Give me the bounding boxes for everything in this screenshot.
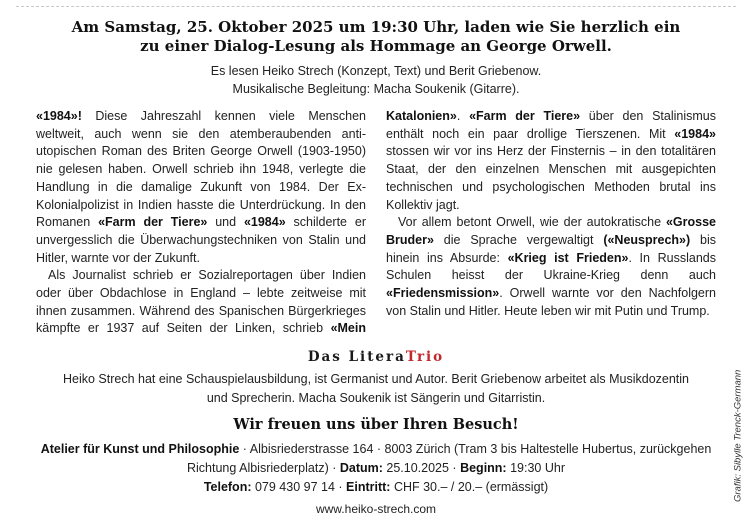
book-title: «1984» (243, 215, 286, 230)
paragraph-text: . Orwell warnte vor den Nachfolgern von Stalin und Hitler. Heute leben wir mit Putin und Trump. (386, 286, 716, 318)
graphic-credit: Grafik: Sibylle Trenck-Germann (732, 369, 744, 503)
key-term: «Grosse Bruder» (386, 215, 716, 247)
paragraph-text: Vor allem betont Orwell, wie der autokratische (398, 215, 666, 230)
trio-heading (0, 349, 752, 365)
body-column-left (36, 108, 716, 340)
book-title: «Mein Katalonien» (330, 109, 457, 336)
venue-name: Atelier für Kunst und Philosophie (40, 442, 240, 456)
paragraph-1984 (36, 108, 366, 267)
key-term: («Neusprech») (603, 232, 691, 247)
trio-description: Heiko Strech hat eine Schauspielausbildung, ist Germanist und Autor. Berit Griebenow arbeitet als Musikdozentin und Sprecherin. Macha Soukenik ist Sängerin und Gitarristin. (62, 372, 690, 405)
paragraph-text: Als Journalist schrieb er Sozialreportagen über Indien oder über Obdachlose in England – lebte zeitweise mit ihnen zusammen. Während des Spanischen Bürgerkrieges kämpfte er 1937 auf Seiten der Linken, schrieb (36, 268, 366, 336)
event-details (40, 440, 712, 497)
readers-line: Es lesen Heiko Strech (Konzept, Text) und Berit Griebenow. (210, 64, 542, 78)
term-1984-title: «1984»! (36, 109, 82, 123)
trio-heading-part2: Trio (405, 349, 445, 365)
trio-heading-part1: Das Litera (307, 349, 406, 365)
paragraph-text: stossen wir vor ins Herz der Finsternis – in den totalitären Staat, der den einzelnen Menschen mit ausgepichten technischen und psychologischen Methoden brutal ins Kollektiv jagt. (386, 144, 716, 212)
paragraph-text: bis hinein ins Absurde: (386, 232, 716, 265)
paragraph-text: Diese Jahreszahl kennen viele Menschen weltweit, auch wenn sie den atemberaubenden antiutopischen Roman des Briten George Orwell (1903-1950) nie gelesen haben. Orwell schrieb ihn 1948, verlegte die Handlung in die damalige Zukunft von 1984. Der Ex-Kolonialpolizist in Indien hasste die Unterdrückung. In den Romanen (36, 109, 366, 230)
paragraph-text: die Sprache vergewaltigt (433, 232, 604, 247)
paragraph-text: . In Russlands Schulen heisst der Ukraine-Krieg denn auch (386, 250, 716, 283)
headline-line-2: zu einer Dialog-Lesung als Hommage an George Orwell. (140, 37, 612, 55)
headline-line-1: Am Samstag, 25. Oktober 2025 um 19:30 Uhr, laden wie Sie herzlich ein (71, 18, 681, 36)
paragraph-language (386, 214, 716, 320)
date-label: Datum: (339, 461, 383, 475)
paragraph-text: schilderte er unvergesslich die Überwachungstechniken von Stalin und Hitler, warnte vor der Zukunft. (36, 215, 366, 265)
phone-label: Telefon: (203, 480, 252, 494)
event-headline (0, 18, 752, 56)
key-term: «Friedensmission» (386, 286, 500, 301)
start-label: Beginn: (460, 461, 507, 475)
entry-label: Eintritt: (346, 480, 391, 494)
paragraph-text: und (207, 215, 244, 230)
start-value: 19:30 Uhr (506, 461, 565, 475)
venue-address: · Albisriederstrasse 164 · 8003 Zürich (Tram 3 bis Haltestelle Hubertus, zurückgehen Richtung Albisriederplatz) · (187, 442, 712, 475)
top-divider (16, 6, 736, 7)
paragraph-text: über den Stalinismus enthält noch ein paar drollige Tierszenen. Mit (386, 109, 717, 141)
date-value: 25.10.2025 · (382, 461, 461, 475)
phone-value: 079 430 97 14 · (251, 480, 347, 494)
venue-line (40, 440, 712, 478)
website-link[interactable]: www.heiko-strech.com (315, 502, 437, 516)
entry-value: CHF 30.– / 20.– (ermässigt) (390, 480, 549, 494)
book-title: «Farm der Tiere» (469, 109, 581, 123)
welcome-heading: Wir freuen uns über Ihren Besuch! (233, 416, 519, 433)
contact-line (40, 478, 712, 497)
book-title: «Farm der Tiere» (98, 215, 208, 230)
book-title: «1984» (674, 126, 716, 141)
intro-block (0, 62, 752, 98)
music-line: Musikalische Begleitung: Macha Soukenik (Gitarre). (232, 82, 520, 96)
key-term: «Krieg ist Frieden» (507, 250, 629, 265)
paragraph-text: . (456, 109, 470, 123)
